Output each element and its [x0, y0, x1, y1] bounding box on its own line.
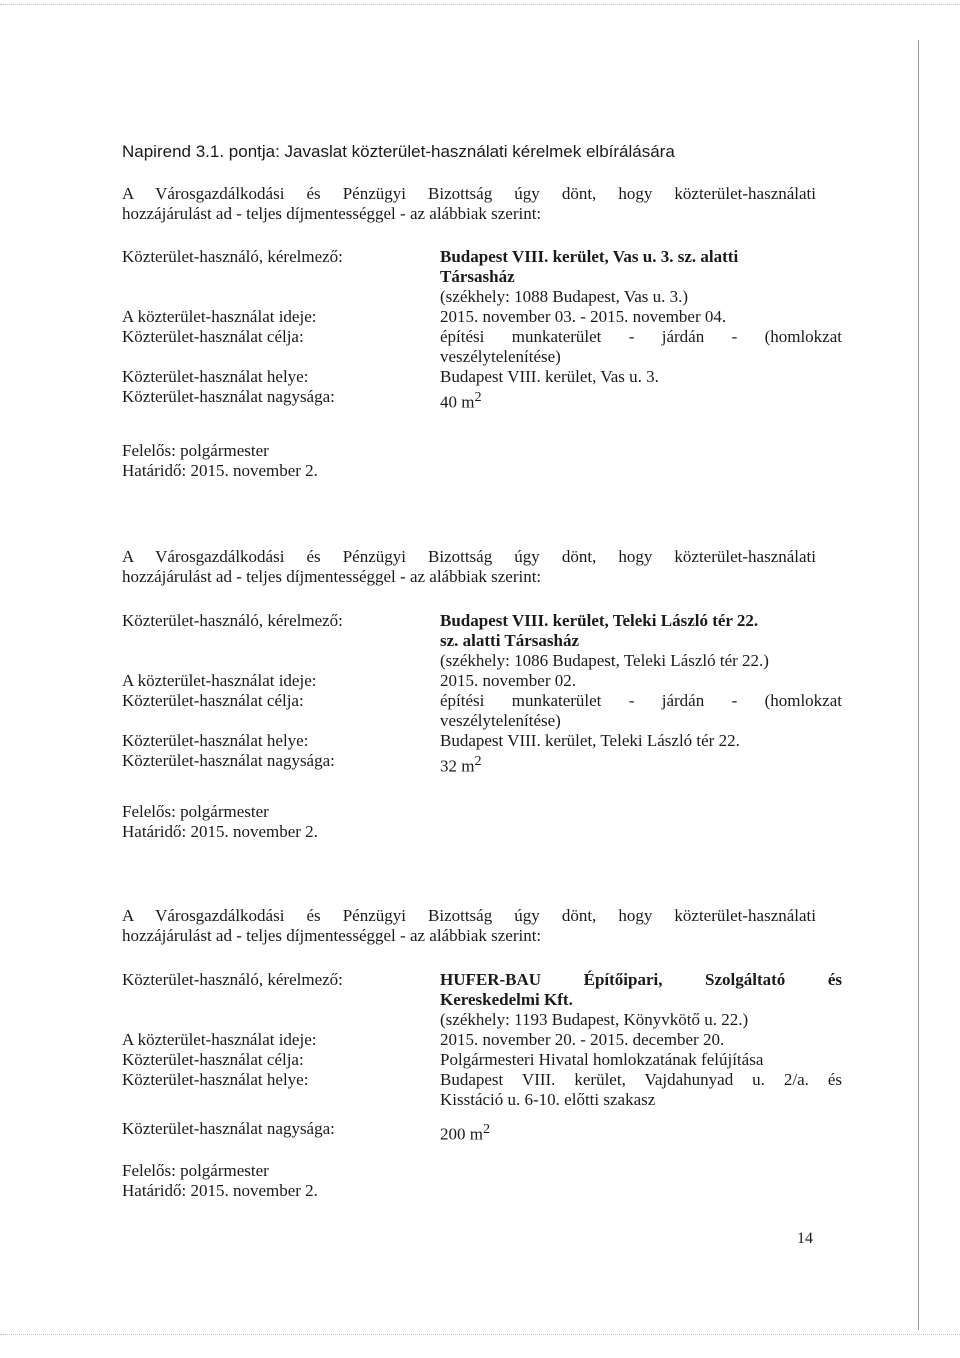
scan-edge-bottom	[0, 1334, 960, 1335]
seat-value: (székhely: 1086 Budapest, Teleki László tér 22.)	[440, 651, 769, 670]
applicant-value: Budapest VIII. kerület, Teleki László tér 22. sz. alatti Társasház (székhely: 1086 Budapest, Teleki László tér 22.)	[440, 611, 842, 671]
time-label: A közterület-használat ideje:	[122, 1030, 317, 1049]
responsible-text: Felelős: polgármester	[122, 441, 269, 460]
time-value: 2015. november 20. - 2015. december 20.	[440, 1030, 725, 1049]
deadline-text: Határidő: 2015. november 2.	[122, 822, 318, 841]
decision-details-3	[122, 970, 842, 1145]
decision-intro-1: A Városgazdálkodási és Pénzügyi Bizottság úgy dönt, hogy közterület-használati hozzájárulást ad - teljes díjmentességgel - az alábbiak szerint:	[122, 184, 816, 223]
time-value: 2015. november 02.	[440, 671, 576, 690]
time-row	[122, 671, 842, 691]
responsible-text: Felelős: polgármester	[122, 802, 269, 821]
seat-value: (székhely: 1088 Budapest, Vas u. 3.)	[440, 287, 689, 306]
time-label: A közterület-használat ideje:	[122, 307, 317, 326]
applicant-value: Budapest VIII. kerület, Vas u. 3. sz. alatti Társasház (székhely: 1088 Budapest, Vas u. 3.)	[440, 247, 842, 307]
place-row	[122, 367, 842, 387]
purpose-label: Közterület-használat célja:	[122, 691, 304, 710]
size-row	[122, 1119, 842, 1145]
decision-footer-3	[122, 1161, 318, 1201]
scan-edge-top	[0, 4, 960, 5]
time-row	[122, 1030, 842, 1050]
purpose-value: Polgármesteri Hivatal homlokzatának felújítása	[440, 1050, 764, 1069]
purpose-label: Közterület-használat célja:	[122, 327, 304, 346]
time-value: 2015. november 03. - 2015. november 04.	[440, 307, 727, 326]
place-label: Közterület-használat helye:	[122, 1070, 309, 1089]
applicant-label: Közterület-használó, kérelmező:	[122, 970, 343, 989]
size-row	[122, 751, 842, 777]
time-row	[122, 307, 842, 327]
decision-details-1	[122, 247, 842, 413]
responsible-text: Felelős: polgármester	[122, 1161, 269, 1180]
size-label: Közterület-használat nagysága:	[122, 1119, 335, 1138]
scan-edge-right	[918, 40, 919, 1330]
deadline-text: Határidő: 2015. november 2.	[122, 461, 318, 480]
deadline-text: Határidő: 2015. november 2.	[122, 1181, 318, 1200]
place-value: Budapest VIII. kerület, Teleki László tér 22.	[440, 731, 740, 750]
place-label: Közterület-használat helye:	[122, 731, 309, 750]
decision-footer-2	[122, 802, 318, 842]
page-number: 14	[797, 1230, 813, 1247]
size-value: 200 $m^2$	[440, 1121, 491, 1144]
size-label: Közterület-használat nagysága:	[122, 751, 335, 770]
decision-details-2	[122, 611, 842, 777]
purpose-value: építési munkaterület - járdán - (homlokzat veszélytelenítése)	[440, 327, 842, 366]
seat-value: (székhely: 1193 Budapest, Könyvkötő u. 22.)	[440, 1010, 749, 1029]
agenda-heading: Napirend 3.1. pontja: Javaslat közterület-használati kérelmek elbírálására	[122, 142, 675, 161]
purpose-row	[122, 327, 842, 367]
place-label: Közterület-használat helye:	[122, 367, 309, 386]
applicant-label: Közterület-használó, kérelmező:	[122, 611, 343, 630]
place-value: Budapest VIII. kerület, Vajdahunyad u. 2/a. és Kisstáció u. 6-10. előtti szakasz	[440, 1070, 842, 1109]
time-label: A közterület-használat ideje:	[122, 671, 317, 690]
place-value: Budapest VIII. kerület, Vas u. 3.	[440, 367, 659, 386]
decision-intro-2: A Városgazdálkodási és Pénzügyi Bizottság úgy dönt, hogy közterület-használati hozzájárulást ad - teljes díjmentességgel - az alábbiak szerint:	[122, 547, 816, 586]
size-value: 32 $m^2$	[440, 753, 482, 776]
place-row	[122, 731, 842, 751]
applicant-row	[122, 611, 842, 671]
place-row	[122, 1070, 842, 1110]
purpose-row	[122, 1050, 842, 1070]
size-value: 40 $m^2$	[440, 389, 482, 412]
applicant-row	[122, 970, 842, 1030]
purpose-row	[122, 691, 842, 731]
applicant-label: Közterület-használó, kérelmező:	[122, 247, 343, 266]
decision-footer-1	[122, 441, 318, 481]
size-row	[122, 387, 842, 413]
purpose-value: építési munkaterület - járdán - (homlokzat veszélytelenítése)	[440, 691, 842, 730]
applicant-row	[122, 247, 842, 307]
purpose-label: Közterület-használat célja:	[122, 1050, 304, 1069]
decision-intro-3: A Városgazdálkodási és Pénzügyi Bizottság úgy dönt, hogy közterület-használati hozzájárulást ad - teljes díjmentességgel - az alábbiak szerint:	[122, 906, 816, 945]
applicant-value: HUFER-BAU Építőipari, Szolgáltató és Kereskedelmi Kft. (székhely: 1193 Budapest, Könyvkötő u. 22.)	[440, 970, 842, 1029]
size-label: Közterület-használat nagysága:	[122, 387, 335, 406]
